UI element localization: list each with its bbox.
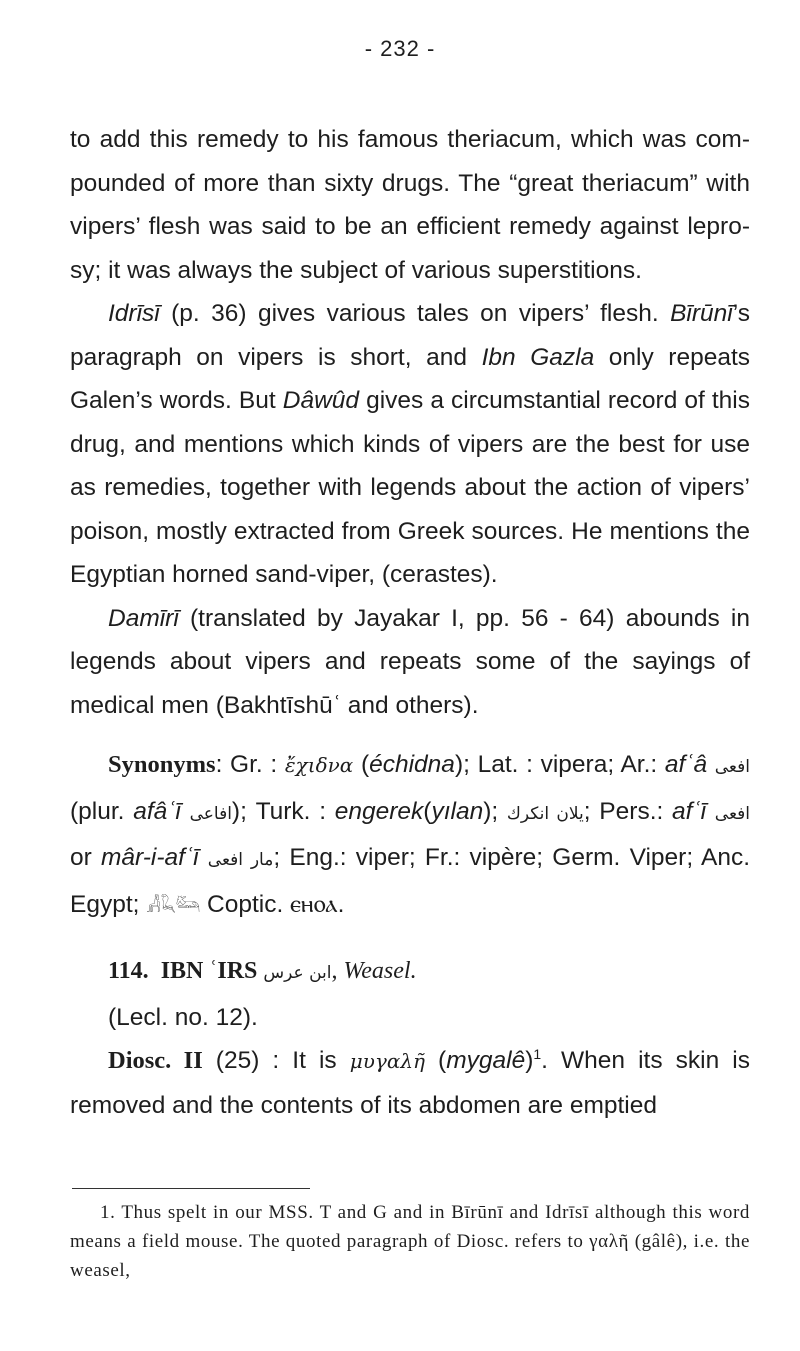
translit: yılan <box>431 797 484 825</box>
entry-heading: 114. IBN ʿIRS ابن عرس, Weasel. <box>108 958 417 984</box>
translit: afʿâ <box>664 751 708 778</box>
author-biruni: Bīrūnī <box>670 300 733 327</box>
paragraph-dioscorides: Diosc. II (25) : It is μυγαλῆ (mygalê)$^1$. When its skin is removed and the contents of its abdomen are emptied <box>70 1045 750 1119</box>
entry-name: IBN ʿIRS <box>160 958 258 984</box>
hieroglyph-icon: 𓀻𓆗𓃛 <box>146 895 201 917</box>
text-fragment: Coptic. <box>200 890 291 918</box>
translit: afâʿī <box>133 797 181 825</box>
paragraph-synonyms: Synonyms: Gr. : ἔχιδνα (échidna); Lat. : vipera; Ar.: afʿâ افعى (plur. afâʿī افاعى); Turk. : engerek(yılan); يلان انكرك; Pers.: afʿī افعى or mâr-i-afʿī مار افعى; Eng.: viper; Fr.: vipère; Germ. Viper; Anc. Egypt; 𓀻𓆗𓃛 Coptic. ⲉⲏⲟⲁ. <box>70 751 751 918</box>
author-idrisi: Idrīsī <box>108 300 160 327</box>
text-fragment: ’s paragraph on vipers is short, and <box>70 300 750 371</box>
entry-english: Weasel. <box>343 958 417 984</box>
entry-number: 114. <box>108 958 149 984</box>
lecl-reference: (Lecl. no. 12). <box>108 1003 258 1031</box>
footnote-divider <box>72 1188 310 1189</box>
arabic-word: مار افعى <box>207 850 274 870</box>
author-dawud: Dâwûd <box>282 387 360 414</box>
synonyms-label: Synonyms <box>108 751 216 778</box>
text-fragment: ; Pers.: <box>583 797 673 825</box>
text-fragment: ; Eng.: viper; Fr.: vipère; Germ. Viper; Anc. Egypt; <box>70 844 751 918</box>
arabic-word: ابن عرس <box>263 963 332 983</box>
greek-word: μυγαλῆ <box>349 1049 425 1073</box>
author-ibn-gazla: Ibn Gazla <box>481 343 595 371</box>
main-text <box>70 118 750 1127</box>
translit: mâr-i-afʿī <box>101 844 199 871</box>
arabic-word: افاعى <box>189 803 232 824</box>
text-fragment: gives a circumstantial record of this drug, and mentions which kinds of vipers are the best for use as remedies, together with legends about the action of vipers’ poison, mostly extracted from Greek sources. He mentions the Egyptian horned sand-viper, (cerastes). <box>70 387 751 588</box>
paragraph-theriacum: to add this remedy to his famous theriacum, which was compounded of more than sixty drugs. The “great theriacum” with vipers’ flesh was said to be an efficient remedy against leprosy; it was always the subject of various superstitions. <box>70 126 750 284</box>
diosc-label: Diosc. II <box>108 1047 203 1074</box>
text-fragment: . When its skin is removed and the contents of its abdomen are emptied <box>70 1047 750 1119</box>
text-fragment: ; Lat. : vipera; Ar.: <box>463 751 665 778</box>
translit: mygalê <box>446 1047 526 1074</box>
text-fragment: ); Turk. : <box>231 797 335 825</box>
text-fragment: (p. 36) gives various tales on vipers’ flesh. <box>159 300 671 327</box>
arabic-word: افعى <box>714 757 750 777</box>
translit: engerek <box>334 797 424 825</box>
coptic-word: ⲉⲏⲟⲁ <box>290 890 338 918</box>
text-fragment: : Gr. : <box>215 751 285 778</box>
page-number: - 232 - <box>364 36 436 61</box>
text-fragment: only repeats Galen’s words. But <box>70 343 751 414</box>
text-fragment: or <box>70 844 102 871</box>
greek-word: ἔχιδνα <box>284 753 354 777</box>
paragraph-sources <box>70 292 750 597</box>
footnote-marker: 1 <box>533 1045 542 1062</box>
author-damiri: Damīrī <box>108 604 179 632</box>
translit: échidna <box>369 751 455 778</box>
footnote: 1. Thus spelt in our MSS. T and G and in Bīrūnī and Idrīsī although this word means a field mouse. The quoted paragraph of Diosc. refers to γαλῆ (gâlê), i.e. the weasel, <box>70 1202 750 1281</box>
text-fragment: (25) : It is <box>202 1047 350 1074</box>
text-fragment: (translated by Jayakar I, pp. 56 - 64) abounds in legends about vipers and repeats some of the sayings of medical men (Bakhtīshūʿ and others). <box>70 604 750 719</box>
arabic-word: يلان انكرك <box>506 803 584 824</box>
translit: afʿī <box>672 797 707 825</box>
text-fragment: (plur. <box>70 797 134 825</box>
arabic-word: افعى <box>714 803 751 824</box>
paragraph-damiri <box>70 597 750 728</box>
